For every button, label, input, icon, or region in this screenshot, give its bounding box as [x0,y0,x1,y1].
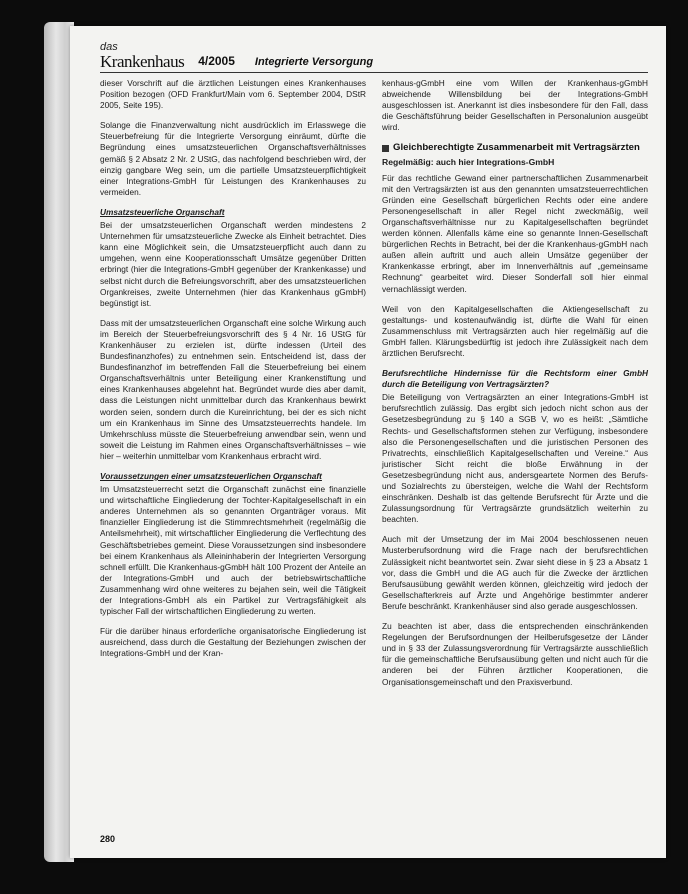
journal-page [70,26,666,858]
page-number: 280 [100,834,116,844]
paragraph: Weil von den Kapitalgesellschaften die Aktiengesellschaft zu gestaltungs- und kostenaufwändig ist, dürfte die Wahl für einen Zusammenschluss mit Vertragsärzten auch hier regelmäßig auf die GmbH fallen. Klärungsbedürftig ist jedoch ihre Zulässigkeit nach dem ärztlichen Berufsrecht. [382,303,648,358]
question-heading: Berufsrechtliche Hindernisse für die Rechtsform einer GmbH durch die Beteiligung von Vertragsärzten? [382,368,648,390]
paragraph: Die Beteiligung von Vertragsärzten an einer Integrations-GmbH ist berufsrechtlich zulässig. Das ergibt sich jedoch nicht schon aus der Gesetzesbegründung zu § 140 a SGB V, wo es heißt: „Sämtliche Rechts- und Gesellschaftsformen stehen zur Verfügung, insbesondere also die Personengesellschaften und die juristischen Personen des Privatrechts, einschließlich Kapitalgesellschaften und Vereine.“ Aus juristischer Sicht reicht die bloße Erwähnung in der Gesetzesbegründung nicht aus, andersgeartete Normen des Berufs- und Sozialrechts zu übersteigen, welche die Wahl der Rechtsform einschränken. Deshalb ist das geltende Berufsrecht für Ärzte und die Zulassungsordnung für Vertragsärzte grundsätzlich weiterhin zu beachten. [382,392,648,525]
header-rule [100,72,648,73]
subheading: Umsatzsteuerliche Organschaft [100,206,225,217]
section-title: Integrierte Versorgung [254,56,374,68]
left-column [100,78,366,669]
paragraph: Für das rechtliche Gewand einer partnerschaftlichen Zusammenarbeit mit den Vertragsärzten ist aus den genannten umsatzsteuerrechtlichen Gründen eine Gesellschaft bürgerlichen Rechts oder eine andere Personengesellschaft in aller Regel nicht zweckmäßig, weil Organschaftsverhältnisse nur zu Kapitalgesellschaften begründet werden können. Allenfalls käme eine so genannte Innen-Gesellschaft bürgerlichen Rechts in Betracht, bei der die Krankenhaus-gGmbH nach außen allein auftritt und auch allein Umsätze gegenüber der Krankenkasse erbringt, aber im Innenverhältnis auf „gemeinsame Rechnung“ gearbeitet wird. Dieser Sonderfall soll hier einmal vernachlässigt werden. [382,172,648,294]
paragraph: Für die darüber hinaus erforderliche organisatorische Eingliederung ist ausreichend, dass durch die Gestaltung der Beziehungen zwischen der Integrations-GmbH und der Kran- [100,626,366,659]
paragraph: Zu beachten ist aber, dass die entsprechenden einschränkenden Regelungen der Berufsordnungen der Heilberufsgesetze der Länder und in § 33 der Zulassungsverordnung für Vertragsärzte ausschließlich für die gemeinschaftliche Berufsausübung gelten und nicht auch für die anderen bei der Führen ärztlicher Kooperationen, die Organisationsgemeinschaft und den Praxisverbund. [382,621,648,687]
subheading: Voraussetzungen einer umsatzsteuerlichen Organschaft [100,471,322,481]
square-bullet-icon [382,145,389,152]
subheading: Regelmäßig: auch hier Integrations-GmbH [382,157,555,168]
journal-logo-prefix: das [100,41,118,53]
paragraph: dieser Vorschrift auf die ärztlichen Leistungen eines Krankenhauses Position bezogen (OFD Frankfurt/Main vom 6. September 2004, DStR 2005, Seite 195). [100,78,366,111]
right-column [382,78,648,697]
page-header [100,32,646,70]
paragraph: Dass mit der umsatzsteuerlichen Organschaft eine solche Wirkung auch im Bereich der Steuerbefreiungsvorschrift des § 4 Nr. 16 UStG für Krankenhäuser zu erzielen ist, dürfte indessen (Urteil des Bundesfinanzhofes) zu entnehmen sein. Entscheidend ist, dass der Bundesfinanzhof im betreffenden Fall die Steuerbefreiung bei einem Organschaftsverhältnis unter Beteiligung einer Krankenstiftung und eines Krankenhauses abgelehnt hat. Begründet wurde dies aber damit, dass die Leistungen nicht unmittelbar durch das Krankenhaus bewirkt worden seien, sondern durch die Kureinrichtung, bei der es sich nicht um ein Krankenhaus im Sinne des Umsatzsteuerrechts handele. Im Umkehrschluss müsste die Steuerbefreiung anwendbar sein, wenn und soweit die Leistung im Rahmen eines Organschaftsverhältnisses – wie hier – weiterhin unmittelbar vom Krankenhaus erbracht wird. [100,317,366,461]
paragraph: Solange die Finanzverwaltung nicht ausdrücklich im Erlasswege die Steuerbefreiung für die Integrierte Versorgung einräumt, dürfte die Begründung eines umsatzsteuerlichen Organschaftsverhältnisses gemäß § 2 Absatz 2 Nr. 2 UStG, das nachfolgend beschrieben wird, der einzig gangbare Weg sein, um die partielle Umsatzsteuerpflichtigkeit einer Integrations-GmbH für Leistungen des Krankenhauses zu vermeiden. [100,120,366,197]
issue-number: 4/2005 [198,54,235,68]
section-heading-text: Gleichberechtigte Zusammenarbeit mit Vertragsärzten [393,142,640,154]
section-heading [382,142,648,154]
journal-logo-title: Krankenhaus [100,52,185,71]
paragraph: kenhaus-gGmbH eine vom Willen der Krankenhaus-gGmbH abweichende Willensbildung bei der Integrations-GmbH ausgeschlossen ist. Anerkannt ist dies insbesondere für den Fall, dass die Geschäftsführung beider Gesellschaften in Personalunion ausgeübt wird. [382,78,648,133]
paragraph: Im Umsatzsteuerrecht setzt die Organschaft zunächst eine finanzielle und wirtschaftliche Eingliederung der Tochter-Kapitalgesellschaft in ein anderes Unternehmen als so genannten Organträger voraus. Mit finanzieller Eingliederung ist die Stimmrechtsmehrheit (regelmäßig die Anteilsmehrheit), mit wirtschaftlicher Eingliederung die Verflechtung des Geschäftsbetriebes gemeint. Diese Voraussetzungen sind insbesondere bei einem Krankenhaus als Alleininhaberin der Integrierten Versorgung schnell erfüllt. Die Krankenhaus-gGmbH hält 100 Prozent der Anteile an der Integrations-GmbH und auch der betriebswirtschaftliche Zusammenhang wird ohne weiteres zu bejahen sein, weil die Tätigkeit der Integrations-GmbH als ein Partikel zur Vertragsfähigkeit als typischer Fall der wirtschaftlichen Eingliederung zu werten. [100,484,366,617]
paragraph: Bei der umsatzsteuerlichen Organschaft werden mindestens 2 Unternehmen für umsatzsteuerliche Zwecke als Einheit betrachtet. Dies kann eine Möglichkeit sein, die Umsatzsteuerpflicht auch dann zu umgehen, wenn eine Kooperationsschaft Umsätze gegenüber Dritten erbringt (hier die Integrations-GmbH gegenüber der Krankenkasse) und selbst nicht durch die Befreiungsvorschrift, aber des umsatzsteuerlichen Organkreises, zweite Unternehmen (hier das Krankenhaus gGmbH) begünstigt ist. [100,220,366,308]
paragraph: Auch mit der Umsetzung der im Mai 2004 beschlossenen neuen Musterberufsordnung wird die Frage nach der berufsrechtlichen Zulässigkeit nicht beantwortet sein. Zwar sieht diese in § 23 a Absatz 1 vor, dass die GmbH und die AG auch für die Zwecke der ärztlichen Berufsausübung gewählt werden können, gleichzeitig wird jedoch der Gesellschafterkreis auf Ärzte und Angehörige bestimmter anderer Berufe beschränkt. Krankenhäuser sind also gerade ausgeschlossen. [382,534,648,611]
journal-logo [100,42,184,70]
